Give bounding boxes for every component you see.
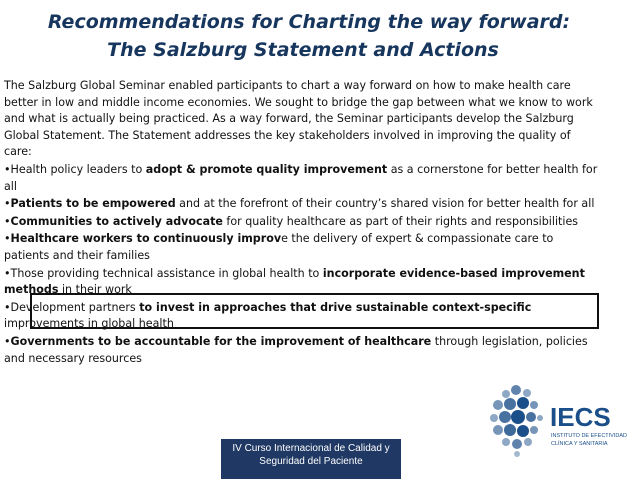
slide-title (0, 8, 638, 64)
title-line-2: The Salzburg Statement and Actions (107, 39, 499, 61)
logo-tagline-2: CLÍNICA Y SANITARIA (551, 441, 608, 447)
bullet-technical-assistance: •Those providing technical assistance in global health to incorporate evidence-based improvement methods in their work (4, 266, 585, 297)
bullet-patients: •Patients to be empowered and at the forefront of their country’s shared vision for better health for all (4, 197, 595, 211)
footer-line-2: Seguridad del Paciente (259, 456, 363, 467)
bullet-healthcare-workers: •Healthcare workers to continuously improve the delivery of expert & compassionate care to patients and their families (4, 232, 554, 262)
title-line-1: Recommendations for Charting the way forward: (47, 11, 571, 33)
iecs-logo (476, 374, 636, 474)
intro-paragraph: The Salzburg Global Seminar enabled participants to chart a way forward on how to make health care better in low and middle income economies. We sought to bridge the gap between what we know to work and what is actually being practiced. As a way forward, the Seminar participants develop the Salzburg Global Statement. The Statement addresses the key stakeholders involved in improving the quality of care: (4, 79, 593, 159)
footer-line-1: IV Curso Internacional de Calidad y (232, 443, 390, 454)
bullet-governments: •Governments to be accountable for the improvement of healthcare through legislation, policies and necessary resources (4, 334, 588, 365)
bullet-development-partners: •Development partners to invest in approaches that drive sustainable context-specific improvements in global health (4, 300, 532, 331)
logo-tagline-1: INSTITUTO DE EFECTIVIDAD (551, 433, 627, 439)
logo-name: IECS (550, 402, 611, 432)
highlight-box (30, 293, 599, 329)
bullet-communities: •Communities to actively advocate for quality healthcare as part of their rights and responsibilities (4, 214, 579, 228)
globe-dots-icon (490, 385, 543, 457)
bullet-policy-leaders: •Health policy leaders to adopt & promote quality improvement as a cornerstone for better health for all (4, 162, 598, 193)
footer-course-label (221, 439, 401, 479)
